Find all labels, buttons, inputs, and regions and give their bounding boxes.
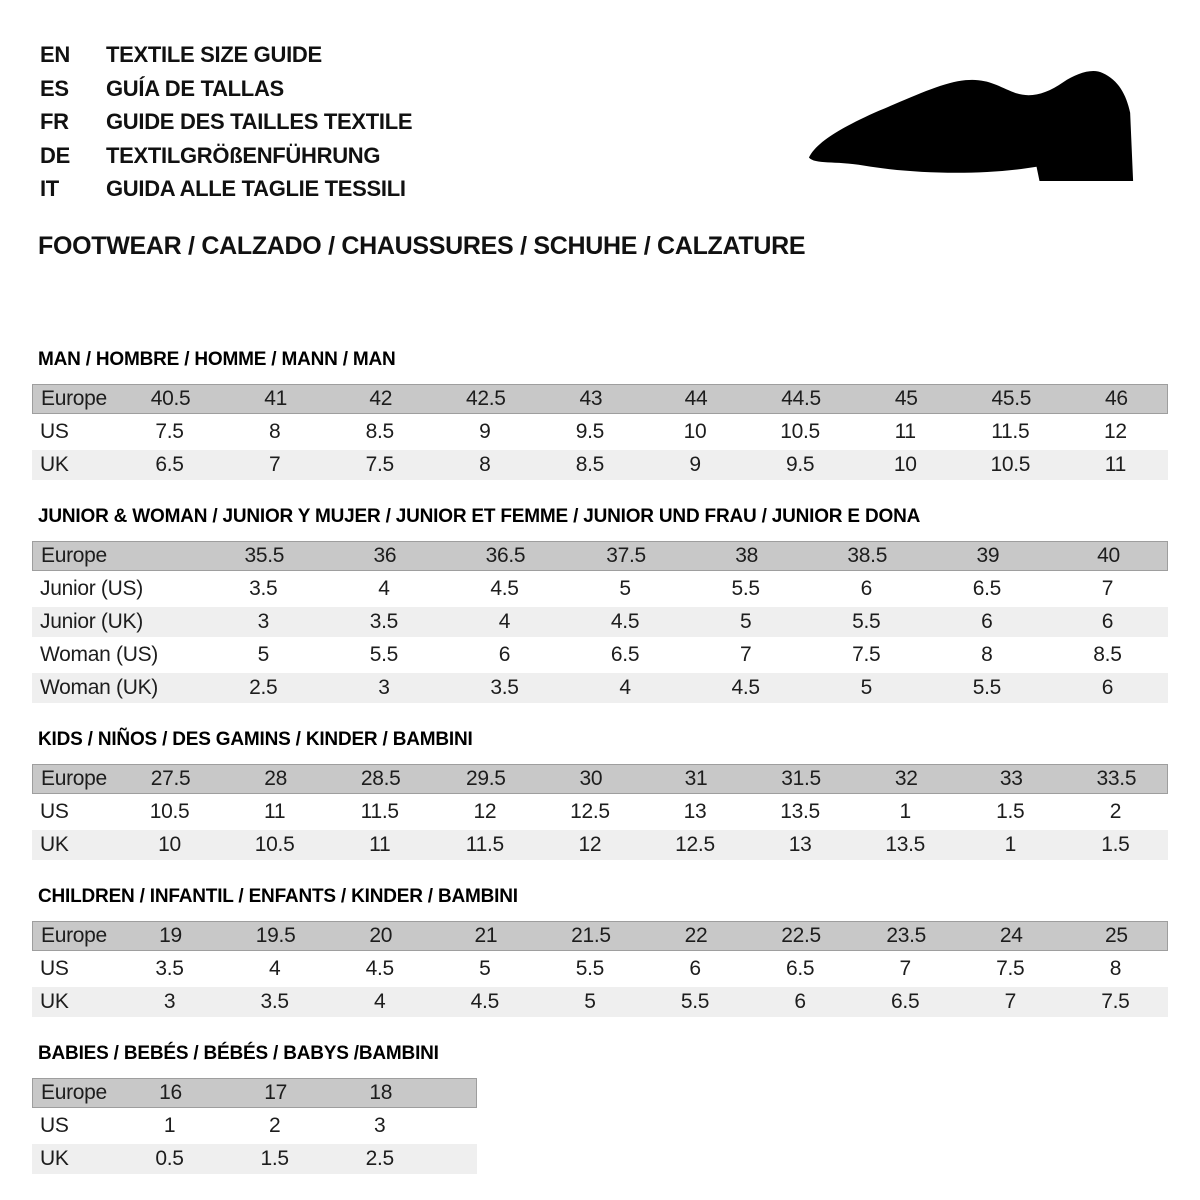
size-table-children [32, 921, 1168, 1017]
category-title: FOOTWEAR / CALZADO / CHAUSSURES / SCHUHE / CALZATURE [38, 231, 806, 260]
size-value: 17 [264, 1080, 288, 1104]
size-value: 22 [684, 923, 708, 947]
size-value: 5.5 [731, 576, 760, 600]
size-value: 4 [619, 675, 631, 699]
size-value: 4 [378, 576, 390, 600]
size-value: 24 [999, 923, 1023, 947]
size-value: 37.5 [606, 543, 646, 567]
size-value: 5.5 [369, 642, 399, 666]
size-value: 1.5 [996, 799, 1025, 823]
size-value: 5.5 [852, 609, 881, 633]
size-value: 7 [739, 642, 752, 666]
empty-cell [432, 1144, 477, 1174]
size-value: 7.5 [365, 452, 394, 476]
size-value: 6 [794, 989, 806, 1013]
language-code: DE [40, 142, 70, 168]
size-value: 45 [894, 386, 918, 410]
size-value: 5.5 [575, 956, 605, 980]
row-label: Junior (UK) [40, 609, 143, 633]
size-table-man [32, 384, 1168, 480]
size-value: 6 [860, 576, 872, 600]
size-value: 30 [579, 766, 603, 790]
empty-cell [432, 1111, 477, 1141]
size-value: 19 [159, 923, 182, 947]
size-value: 9 [689, 452, 701, 476]
table-row-children-us [32, 954, 1168, 984]
language-label: TEXTILGRÖßENFÜHRUNG [106, 142, 381, 168]
size-value: 40 [1097, 543, 1120, 567]
size-value: 7.5 [1101, 989, 1130, 1013]
size-value: 1.5 [1101, 832, 1130, 856]
size-value: 4.5 [365, 956, 394, 980]
size-value: 7.5 [155, 419, 184, 443]
size-value: 7.5 [996, 956, 1025, 980]
section-babies [32, 1043, 1200, 1174]
size-value: 0.5 [155, 1146, 184, 1170]
size-value: 43 [579, 386, 603, 410]
table-row-junior-woman-woman-uk [32, 673, 1168, 703]
size-value: 20 [369, 923, 393, 947]
size-value: 28 [264, 766, 288, 790]
size-value: 31 [684, 766, 708, 790]
size-value: 2.5 [249, 675, 278, 699]
size-value: 10 [158, 832, 181, 856]
size-value: 5.5 [680, 989, 710, 1013]
table-row-children-europe [32, 921, 1168, 951]
table-row-children-uk [32, 987, 1168, 1017]
section-title: CHILDREN / INFANTIL / ENFANTS / KINDER / BAMBINI [38, 885, 518, 907]
row-label: US [40, 1113, 69, 1137]
language-code: FR [40, 109, 69, 134]
size-value: 28.5 [360, 766, 401, 790]
size-value: 38.5 [847, 543, 888, 567]
row-label: Europe [41, 923, 107, 947]
size-value: 5 [860, 675, 872, 699]
row-label: Junior (US) [40, 576, 143, 600]
size-value: 4.5 [610, 609, 640, 633]
size-value: 3.5 [249, 576, 278, 600]
size-value: 8.5 [575, 452, 605, 476]
section-kids [32, 729, 1200, 860]
size-value: 11 [264, 799, 286, 823]
size-value: 4 [498, 609, 511, 633]
table-row-man-europe [32, 384, 1168, 414]
size-value: 12.5 [675, 832, 715, 856]
section-title: KIDS / NIÑOS / DES GAMINS / KINDER / BAMBINI [38, 728, 473, 750]
size-value: 41 [264, 386, 288, 410]
table-row-junior-woman-woman-us [32, 640, 1168, 670]
size-value: 12 [473, 799, 497, 823]
size-value: 3 [378, 675, 390, 699]
size-value: 25 [1105, 923, 1128, 947]
size-value: 19.5 [255, 923, 296, 947]
size-value: 9.5 [575, 419, 605, 443]
size-value: 7 [268, 452, 281, 476]
size-value: 32 [894, 766, 918, 790]
table-row-junior-woman-junior-us [32, 574, 1168, 604]
size-value: 7 [1004, 989, 1016, 1013]
language-row-en [40, 38, 1200, 72]
size-value: 13 [788, 832, 812, 856]
table-row-babies-uk [32, 1144, 477, 1174]
size-value: 4 [268, 956, 281, 980]
size-value: 9 [479, 419, 491, 443]
table-row-man-us [32, 417, 1168, 447]
size-value: 3.5 [155, 956, 184, 980]
size-value: 7 [1101, 576, 1114, 600]
row-label: Europe [41, 1080, 107, 1104]
size-value: 11 [894, 419, 916, 443]
size-value: 5.5 [972, 675, 1001, 699]
size-value: 8 [268, 419, 281, 443]
size-value: 11 [1104, 452, 1126, 476]
size-value: 7.5 [852, 642, 881, 666]
size-value: 6 [498, 642, 511, 666]
size-value: 42.5 [465, 386, 506, 410]
size-value: 8 [479, 452, 491, 476]
size-value: 7 [899, 956, 911, 980]
size-value: 8 [1109, 956, 1122, 980]
size-value: 10.5 [254, 832, 295, 856]
size-value: 4.5 [470, 989, 499, 1013]
size-value: 1 [899, 799, 911, 823]
size-value: 40.5 [150, 386, 191, 410]
language-label: GUIDA ALLE TAGLIE TESSILI [106, 176, 406, 201]
size-value: 5 [739, 609, 752, 633]
size-value: 3.5 [490, 675, 519, 699]
size-value: 38 [735, 543, 759, 567]
size-value: 6.5 [610, 642, 640, 666]
row-label: UK [40, 1146, 69, 1170]
dress-shoe-icon [805, 70, 1140, 184]
row-label: UK [40, 452, 69, 476]
size-value: 5 [257, 642, 269, 666]
size-value: 35.5 [244, 543, 285, 567]
size-value: 6.5 [155, 452, 184, 476]
size-value: 11.5 [360, 799, 399, 823]
section-children [32, 886, 1200, 1017]
table-row-babies-europe [32, 1078, 477, 1108]
size-value: 44 [684, 386, 708, 410]
size-value: 3 [163, 989, 176, 1013]
size-value: 3 [257, 609, 269, 633]
row-label: UK [40, 989, 69, 1013]
size-value: 27.5 [150, 766, 191, 790]
size-value: 11 [369, 832, 391, 856]
table-row-man-uk [32, 450, 1168, 480]
size-value: 36.5 [485, 543, 526, 567]
language-label: GUÍA DE TALLAS [106, 75, 284, 101]
row-label: Woman (UK) [40, 675, 158, 699]
size-value: 5 [619, 576, 631, 600]
size-value: 5 [584, 989, 596, 1013]
size-value: 21.5 [571, 923, 611, 947]
size-value: 45.5 [991, 386, 1032, 410]
size-value: 13.5 [780, 799, 820, 823]
size-value: 6 [981, 609, 993, 633]
size-value: 12.5 [570, 799, 610, 823]
section-title: MAN / HOMBRE / HOMME / MANN / MAN [38, 348, 396, 370]
size-value: 8.5 [1093, 642, 1122, 666]
empty-cell [433, 1079, 478, 1107]
size-value: 23.5 [886, 923, 927, 947]
size-value: 10 [893, 452, 917, 476]
size-value: 33 [999, 766, 1023, 790]
section-man [32, 349, 1200, 480]
size-value: 46 [1105, 386, 1128, 410]
size-value: 4.5 [731, 675, 760, 699]
language-label: TEXTILE SIZE GUIDE [106, 42, 322, 67]
language-code: EN [40, 42, 70, 67]
size-value: 3.5 [260, 989, 289, 1013]
section-junior-woman [32, 506, 1200, 703]
size-value: 36 [373, 543, 397, 567]
language-label: GUIDE DES TAILLES TEXTILE [106, 109, 413, 134]
size-value: 22.5 [781, 923, 821, 947]
size-value: 33.5 [1096, 766, 1137, 790]
size-value: 6.5 [891, 989, 920, 1013]
table-row-babies-us [32, 1111, 477, 1141]
size-tables [32, 349, 1200, 1174]
size-table-babies [32, 1078, 477, 1174]
row-label: US [40, 956, 69, 980]
row-label: US [40, 419, 69, 443]
size-value: 1 [163, 1113, 176, 1137]
size-value: 6 [1101, 675, 1114, 699]
size-value: 12 [578, 832, 602, 856]
size-value: 13.5 [885, 832, 926, 856]
size-value: 9.5 [785, 452, 815, 476]
size-value: 6.5 [972, 576, 1001, 600]
size-value: 11.5 [991, 419, 1030, 443]
size-value: 8.5 [365, 419, 394, 443]
size-value: 16 [159, 1080, 182, 1104]
size-value: 10.5 [149, 799, 190, 823]
size-table-kids [32, 764, 1168, 860]
table-row-kids-uk [32, 830, 1168, 860]
size-value: 10.5 [990, 452, 1031, 476]
section-title: BABIES / BEBÉS / BÉBÉS / BABYS /BAMBINI [38, 1042, 439, 1064]
size-value: 8 [981, 642, 993, 666]
size-value: 1.5 [260, 1146, 289, 1170]
size-value: 2 [1109, 799, 1122, 823]
size-value: 2 [268, 1113, 281, 1137]
row-label: Europe [41, 386, 107, 410]
size-value: 6.5 [785, 956, 815, 980]
row-label: Woman (US) [40, 642, 158, 666]
size-value: 3.5 [369, 609, 399, 633]
language-code: ES [40, 75, 69, 101]
size-value: 11.5 [465, 832, 504, 856]
row-label: Europe [41, 543, 107, 567]
table-row-junior-woman-junior-uk [32, 607, 1168, 637]
table-row-kids-us [32, 797, 1168, 827]
size-value: 29.5 [465, 766, 506, 790]
size-value: 2.5 [365, 1146, 394, 1170]
size-value: 42 [369, 386, 393, 410]
row-label: Europe [41, 766, 107, 790]
row-label: UK [40, 832, 69, 856]
size-value: 21 [474, 923, 498, 947]
size-value: 10 [683, 419, 707, 443]
size-value: 5 [479, 956, 491, 980]
section-title: JUNIOR & WOMAN / JUNIOR Y MUJER / JUNIOR ET FEMME / JUNIOR UND FRAU / JUNIOR E DONA [38, 505, 921, 527]
size-value: 3 [374, 1113, 386, 1137]
size-value: 12 [1104, 419, 1127, 443]
size-value: 6 [1101, 609, 1114, 633]
size-value: 39 [976, 543, 1000, 567]
row-label: US [40, 799, 69, 823]
size-value: 13 [683, 799, 707, 823]
table-row-kids-europe [32, 764, 1168, 794]
size-value: 6 [689, 956, 701, 980]
language-code: IT [40, 176, 59, 201]
size-value: 1 [1004, 832, 1016, 856]
size-table-junior-woman [32, 541, 1168, 703]
size-value: 4 [374, 989, 386, 1013]
size-value: 4.5 [490, 576, 519, 600]
size-value: 31.5 [781, 766, 821, 790]
size-value: 10.5 [780, 419, 820, 443]
size-value: 18 [369, 1080, 393, 1104]
table-row-junior-woman-europe [32, 541, 1168, 571]
size-value: 44.5 [781, 386, 821, 410]
